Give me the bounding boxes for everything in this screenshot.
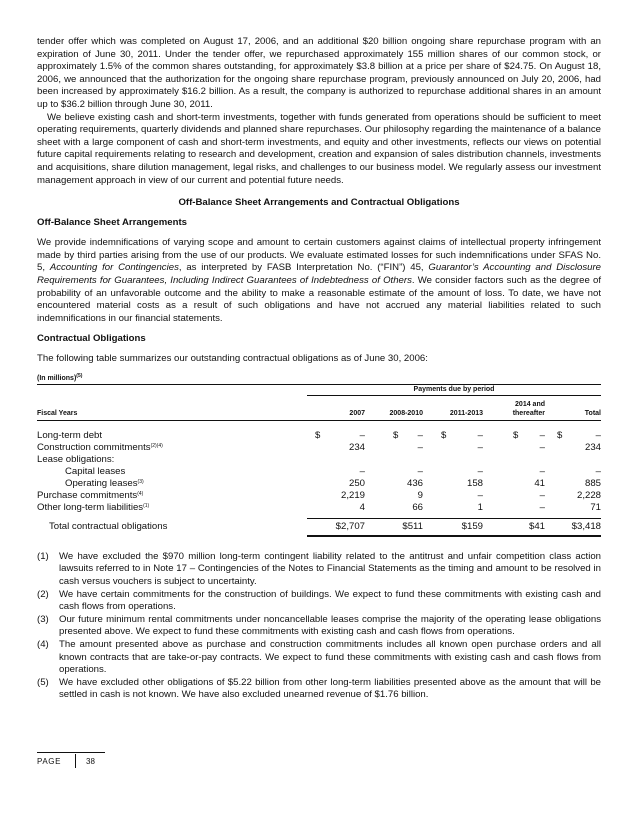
paragraph-share-repurchase: tender offer which was completed on August 17, 2006, and an additional $20 billion ongoing share repurchase program with an expiration of June 30, 2011. Under the tender offer, we repurchased approximately 155 million shares of our common stock, or approximately 1.5% of the common shares outstanding, for approximately $3.8 billion at a price per share of $24.75. On August 18, 2006, we announced that the authorization for the ongoing share repurchase program, previously announced on July 20, 2006, had been increased by approximately $16.2 billion. As a result, the company is authorized to repurchase additional shares in an amount up to $36.2 billion through June 30, 2011. [37,36,601,110]
section-heading: Off-Balance Sheet Arrangements and Contractual Obligations [178,197,460,209]
paragraph-indemnifications: We provide indemnifications of varying scope and amount to certain customers against claims of intellectual property infringement made by third parties arising from the use of our products. We evaluate estimated losses for such indemnifications under SFAS No. 5, Accounting for Contingencies, as interpreted by FASB Interpretation No. (“FIN”) 45, Guarantor’s Accounting and Disclosure Requirements for Guarantees, Including Indirect Guarantees of Indebtedness of Others. We consider factors such as the degree of probability of an unfavorable outcome and the ability to make a reasonable estimate of the amount of loss. To date, we have not encountered material costs as a result of such obligations and have not accrued any material liabilities related to such indemnifications in our financial statements. [37,237,602,324]
table-unit-label: (In millions)$^{(5)}$ [37,372,83,382]
table-row: Other long-term liabilities$^{(1)}$ 4 66 1 – 71 [37,501,601,513]
table-row: Long-term debt $ – $ – $ – $ – $ – [37,429,601,441]
footer-rule [37,752,105,753]
subheading-off-balance: Off-Balance Sheet Arrangements [37,217,187,229]
table-row: Purchase commitments$^{(4)}$ 2,219 9 – – 2,228 [37,489,601,501]
page-label: PAGE [37,756,62,766]
table-total-row: Total contractual obligations $2,707 $511 $159 $41 $3,418 [37,518,601,536]
table-header-row [37,395,601,420]
col-header-total: Total [545,395,601,420]
subheading-contractual: Contractual Obligations [37,333,146,345]
paragraph-table-intro: The following table summarizes our outstanding contractual obligations as of June 30, 2006: [37,353,428,365]
footnote-4: (4) The amount presented above as purchase and construction commitments includes all known open purchase orders and all known contracts that are take-or-pay contracts. We expect to fund these commitments with existing cash and cash flows from operations. [37,639,601,676]
footnote-5: (5) We have excluded other obligations of $5.22 billion from other long-term liabilities presented above as the amount that will be settled in cash is not known. We have also excluded unearned revenue of $1.76 billion. [37,676,601,701]
fiscal-years-header: Fiscal Years [37,395,307,420]
table-header-group [37,384,601,395]
footnote-1: (1) We have excluded the $970 million long-term contingent liability related to the antitrust and unfair competition class action lawsuits referred to in Note 17 – Contingencies of the Notes to Financial Statements as the timing and amount to be resolved in cash versus vouchers is subject to uncertainty. [37,550,601,588]
col-header-2014-thereafter: 2014 and thereafter [483,395,545,420]
table-row: Construction commitments$^{(2)(4)}$ 234 – – – 234 [37,441,601,453]
table-row: Capital leases – – – – – [65,465,601,477]
paragraph-liquidity: We believe existing cash and short-term investments, together with funds generated from operations should be sufficient to meet operating requirements, quarterly dividends and planned share repurchases. Our philosophy regarding the maintenance of a balance sheet with a large component of cash and short-term investments, and equity and other investments, reflects our views on potential future capital requirements relating to research and development, creation and expansion of sales distribution channels, investments and acquisitions, share dilution management, legal risks, and challenges to our business model. We regularly assess our investment management approach in view of our current and potential future needs. [37,111,601,186]
footnotes [37,551,601,702]
payments-due-header: Payments due by period [307,384,601,395]
col-header-2007: 2007 [307,395,365,420]
col-header-2011-2013: 2011-2013 [423,395,483,420]
footnote-2: (2) We have certain commitments for the construction of buildings. We expect to fund these commitments with existing cash and cash flows from operations. [37,588,601,613]
col-header-2008-2010: 2008-2010 [365,395,423,420]
page-number: 38 [86,756,95,766]
footer-divider [75,754,76,768]
document-page [37,36,601,702]
page-footer [37,752,107,768]
footnote-3: (3) Our future minimum rental commitments under noncancellable leases comprise the majority of the operating lease obligations presented above. We expect to fund these commitments with existing cash and cash flows from operations. [37,613,601,638]
table-row: Lease obligations: [37,453,115,465]
contractual-obligations-table [37,384,601,537]
table-row: Operating leases$^{(3)}$ 250 436 158 41 885 [65,477,601,489]
